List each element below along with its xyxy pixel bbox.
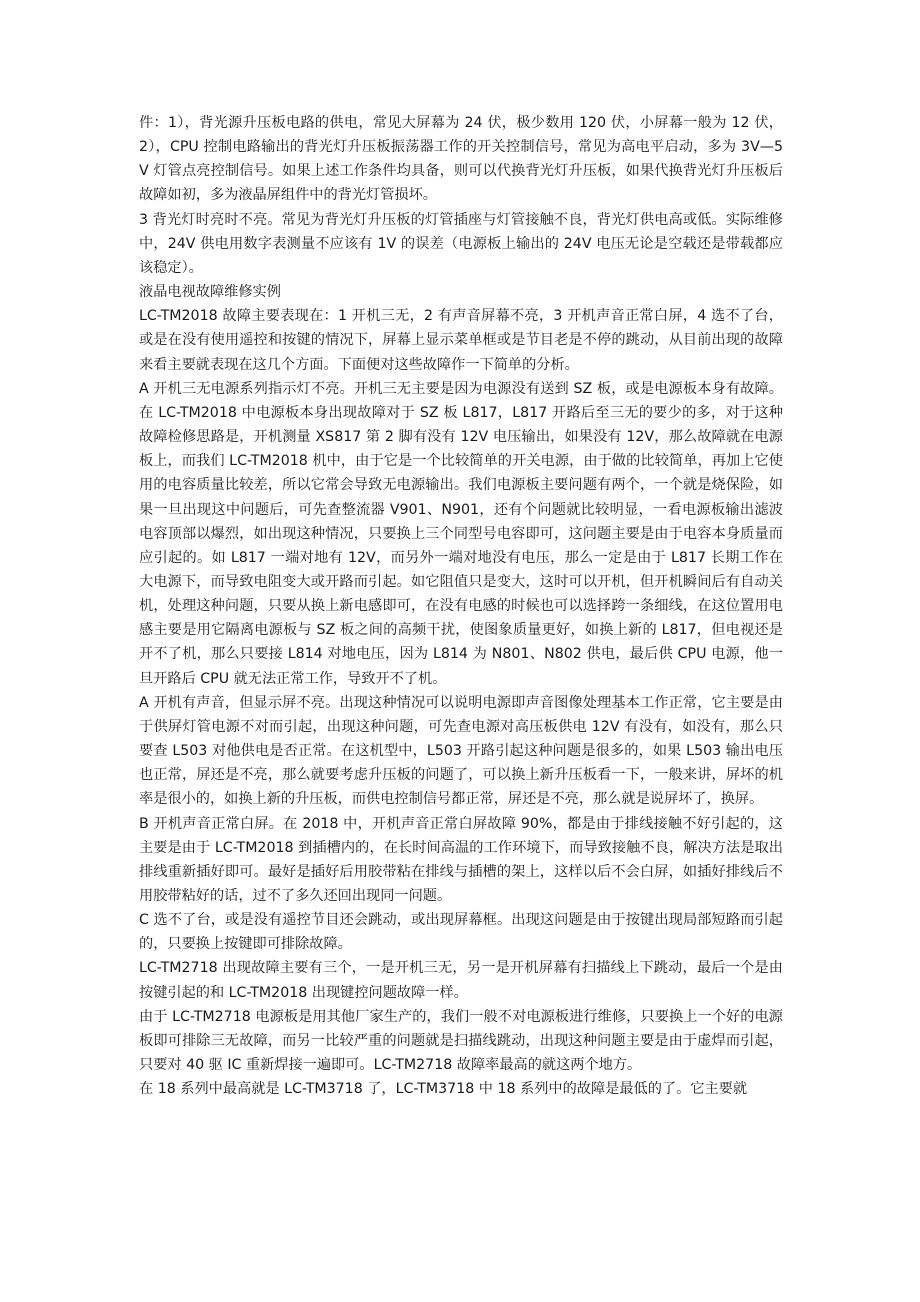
section-heading: 液晶电视故障维修实例 [139,284,281,301]
document-body [139,111,783,1101]
paragraph-fault-c-channel: C 选不了台，或是没有遥控节目还会跳动，或出现屏幕框。出现这问题是由于按键出现局部短路而引起的，只要换上按键即可排除故障。 [139,912,783,953]
paragraph-backlight-conditions: 件：1），背光源升压板电路的供电，常见大屏幕为 24 伏，极少数用 120 伏，小屏幕一般为 12 伏，2），CPU 控制电路输出的背光灯升压板振荡器工作的开关控制信号，常见为高电平启动，多为 3V—5V 灯管点亮控制信号。如果上述工作条件均具备，则可以代换背光灯升压板，如果代换背光灯升压板后故障如初，多为液晶屏组件中的背光灯管损坏。 [139,115,783,204]
paragraph-fault-a-no-display: A 开机有声音，但显示屏不亮。出现这种情况可以说明电源即声音图像处理基本工作正常，它主要是由于供屏灯管电源不对而引起，出现这种问题，可先查电源对高压板供电 12V 有没有，如没有，那么只要查 L503 对他供电是否正常。在这机型中，L503 开路引起这种问题是很多的，如果 L503 输出电压也正常，屏还是不亮，那么就要考虑升压板的问题了，可以换上新升压板看一下，一般来讲，屏坏的机率是很小的，如换上新的升压板，而供电控制信号都正常，屏还是不亮，那么就是说屏坏了，换屏。 [139,694,783,808]
paragraph-tm2018-symptoms: LC-TM2018 故障主要表现在：1 开机三无，2 有声音屏幕不亮，3 开机声音正常白屏，4 选不了台，或是在没有使用遥控和按键的情况下，屏幕上显示菜单框或是节目老是不停的跳动，从目前出现的故障来看主要就表现在这几个方面。下面便对这些故障作一下简单的分析。 [139,308,783,373]
paragraph-tm2718-power: 由于 LC-TM2718 电源板是用其他厂家生产的，我们一般不对电源板进行维修，只要换上一个好的电源板即可排除三无故障，而另一比较严重的问题就是扫描线跳动，出现这种问题主要是由于虚焊而引起，只要对 40 驱 IC 重新焊接一遍即可。LC-TM2718 故障率最高的就这两个地方。 [139,1008,783,1074]
paragraph-fault-b-white-screen: B 开机声音正常白屏。在 2018 中，开机声音正常白屏故障 90%，都是由于排线接触不好引起的，这主要是由于 LC-TM2018 到插槽内的，在长时间高温的工作环境下，而导致接触不良，解决方法是取出排线重新插好即可。最好是插好后用胶带粘在排线与插槽的架上，这样以后不会白屏，如插好排线后不用胶带粘好的话，过不了多久还回出现同一问题。 [139,815,783,904]
paragraph-backlight-flicker: 3 背光灯时亮时不亮。常见为背光灯升压板的灯管插座与灯管接触不良，背光灯供电高或低。实际维修中，24V 供电用数字表测量不应该有 1V 的误差（电源板上输出的 24V 电压无论是空载还是带载都应该稳定）。 [139,211,783,276]
paragraph-fault-a-no-power: A 开机三无电源系列指示灯不亮。开机三无主要是因为电源没有送到 SZ 板，或是电源板本身有故障。在 LC-TM2018 中电源板本身出现故障对于 SZ 板 L817，L817 开路后至三无的要少的多，对于这种故障检修思路是，开机测量 XS817 第 2 脚有没有 12V 电压输出，如果没有 12V，那么故障就在电源板上，而我们 LC-TM2018 机中，由于它是一个比较简单的开关电源，由于做的比较简单，再加上它使用的电容质量比较差，所以它常会导致无电源输出。我们电源板主要问题有两个，一个就是烧保险，如果一旦出现这中问题后，可先查整流器 V901、N901，还有个问题就比较明显，一看电源板输出滤波电容顶部以爆烈，如出现这种情况，只要换上三个同型号电容即可，这问题主要是由于电容本身质量而应引起的。如 L817 一端对地有 12V，而另外一端对地没有电压，那么一定是由于 L817 长期工作在大电源下，而导致电阻变大或开路而引起。如它阻值只是变大，这时可以开机，但开机瞬间后有自动关机，处理这种问题，只要从换上新电感即可，在没有电感的时候也可以选择跨一条细线，在这位置用电感主要是用它隔离电源板与 SZ 板之间的高频干扰，使图象质量更好，如换上新的 L817，但电视还是开不了机，那么只要接 L814 对地电压，因为 L814 为 N801、N802 供电，最后供 CPU 电源，他一旦开路后 CPU 就无法正常工作，导致开不了机。 [139,380,783,687]
paragraph-tm3718: 在 18 系列中最高就是 LC-TM3718 了，LC-TM3718 中 18 系列中的故障是最低的了。它主要就 [139,1081,748,1098]
paragraph-tm2718-faults: LC-TM2718 出现故障主要有三个，一是开机三无，另一是开机屏幕有扫描线上下跳动，最后一个是由按键引起的和 LC-TM2018 出现键控问题故障一样。 [139,960,783,1001]
